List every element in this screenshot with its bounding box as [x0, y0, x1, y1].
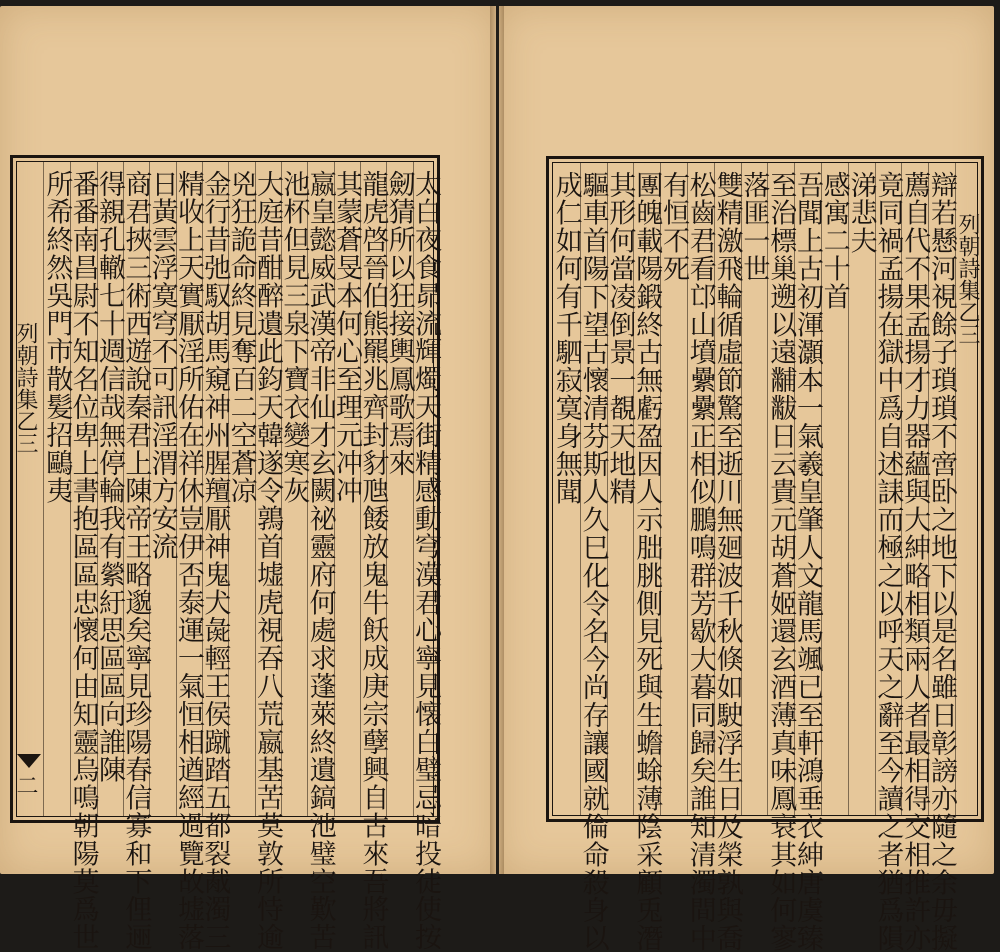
right-text-column: 其形何當凌倒景一覩天地精: [604, 171, 636, 506]
column-rule: [580, 163, 581, 815]
column-rule: [821, 163, 822, 815]
column-rule: [714, 163, 715, 815]
right-text-column: 吾聞上古初渾灝本一氣羲皇肇人文龍馬颯已至軒鴻垂衣紳唐虞臻: [791, 171, 823, 952]
column-rule: [70, 162, 71, 816]
column-rule: [255, 162, 256, 816]
right-text-column: 驅車首陽下望古懷清芬斯人久巳化令名今尚存讓國就倫命殺身以: [577, 171, 609, 952]
left-text-column: 其蒙蒼旻本何心至理元冲冲: [330, 170, 362, 505]
right-text-column: 至治標巢遡以遠黼黻日云貴元胡蒼姬還玄酒薄真味鳳衰其如何寥: [765, 171, 797, 952]
right-text-column: 團魄載陽鍛終古無虧盈因人示朏朓側見死與生蟾蜍薄陰采顧兎潛: [631, 171, 663, 952]
left-text-column: 得親孔轍七十週信哉無停輪我有縈紆思區區向誰陳: [93, 170, 125, 784]
left-folio-label: 列朝詩集乙三: [13, 322, 38, 454]
right-text-column: 涕悲夫: [845, 171, 877, 255]
right-page-inner-border: [550, 162, 980, 952]
column-rule: [228, 162, 229, 816]
column-rule: [360, 162, 361, 816]
right-page-text-frame: [546, 156, 984, 952]
right-text-column: 有恒不死: [657, 171, 689, 283]
column-rule: [901, 163, 902, 815]
left-page-text-frame: [10, 155, 441, 952]
left-text-column: 龍虎啓晉伯熊羆兆齊封豺虺餧放鬼牛飫成庚宗孽興自古來吾將訊: [357, 170, 389, 952]
column-rule: [607, 163, 608, 815]
right-text-column: 成仁如何有千駟寂寞身無聞: [550, 171, 582, 506]
right-folio-label: 列朝詩集乙三: [955, 213, 980, 345]
column-rule: [928, 163, 929, 815]
left-text-column: 嬴皇懿威武漢帝非仙才玄闕祕靈府何處求蓬萊終遺鎬池璧空歎苦: [304, 170, 336, 952]
column-rule: [848, 163, 849, 815]
left-text-column: 太白夜食昴流輝燭天街精感動穹漠君心寧見懐白璧忌暗投徒使按: [409, 170, 441, 952]
left-text-column: 池杯但見三泉下寶衣變寒灰: [278, 170, 310, 505]
left-page-text-block: [41, 162, 441, 952]
right-text-column: 感寓二十首: [818, 171, 850, 311]
left-text-column: 精收上天實厭淫所佑在祥休豈伊否泰運一氣恒相遒經過覽故墟落: [172, 170, 204, 952]
column-rule: [413, 162, 414, 816]
fish-tail-mark: [17, 754, 41, 768]
column-rule: [149, 162, 150, 816]
column-rule: [741, 163, 742, 815]
column-rule: [767, 163, 768, 815]
column-rule: [660, 163, 661, 815]
left-page-inner-border: [13, 161, 441, 952]
left-text-column: 番番南昌尉不知名位卑上書抱區區忠懷何由知靈烏鳴朝陽莫爲世: [67, 170, 99, 952]
left-text-column: 兇狂詭命終見奪百二空蒼凉: [225, 170, 257, 505]
column-rule: [386, 162, 387, 816]
left-text-column: 商君挾三術西遊說秦君上陳帝王略邈矣寧見珍陽春信寡和下俚逦: [120, 170, 152, 952]
column-rule: [334, 162, 335, 816]
column-rule: [633, 163, 634, 815]
column-rule: [687, 163, 688, 815]
left-text-column: 所希終然吳門市散髪招鷗夷: [41, 170, 73, 505]
column-rule: [794, 163, 795, 815]
column-rule: [875, 163, 876, 815]
column-rule: [123, 162, 124, 816]
right-text-column: 落匪一世: [738, 171, 770, 283]
left-text-column: 大庭昔酣醉遺此鈞天韓遂令鶉首墟虎視吞八荒嬴基苦莫敦所恃逾: [251, 170, 283, 952]
column-rule: [202, 162, 203, 816]
column-rule: [307, 162, 308, 816]
right-text-column: 松齒君看邙山墳纍纍正相似鵬鳴群芳歇大暮同歸矣誰知清濁間中: [684, 171, 716, 952]
right-text-column: 辯若懸河視餘子瑣瑣不啻卧之地下以是名雖日彰謗亦隨之余毋擬: [925, 171, 957, 952]
right-text-column: 竟同禍孟揚在獄中爲自述誄而極之以呼天之辭至今讀之者猶爲隕: [872, 171, 904, 952]
right-text-column: 雙精激飛輪循虛節驚至逝川無廻波千秋倏如駛浮生日及榮孰與喬: [711, 171, 743, 952]
book-gutter: [490, 6, 504, 874]
column-rule: [97, 162, 98, 816]
column-rule: [281, 162, 282, 816]
left-text-column: 日黃雲浮寞穹不可訊淫渭方安流: [146, 170, 178, 561]
right-text-column: 薦自代不果孟揚才力器蘊與大紳略相類兩人者最相得交相推許亦: [899, 171, 931, 952]
column-rule: [176, 162, 177, 816]
left-text-column: 金行昔弛馭胡馬窺神州腥羶厭神鬼犬彘輕王侯蹴踏五都裂胾濁三: [199, 170, 231, 952]
right-page-text-block: [550, 163, 957, 952]
left-text-column: 劒猜所以狂接輿鳳歌焉來: [383, 170, 415, 477]
left-leaf-number: 二: [13, 774, 38, 796]
